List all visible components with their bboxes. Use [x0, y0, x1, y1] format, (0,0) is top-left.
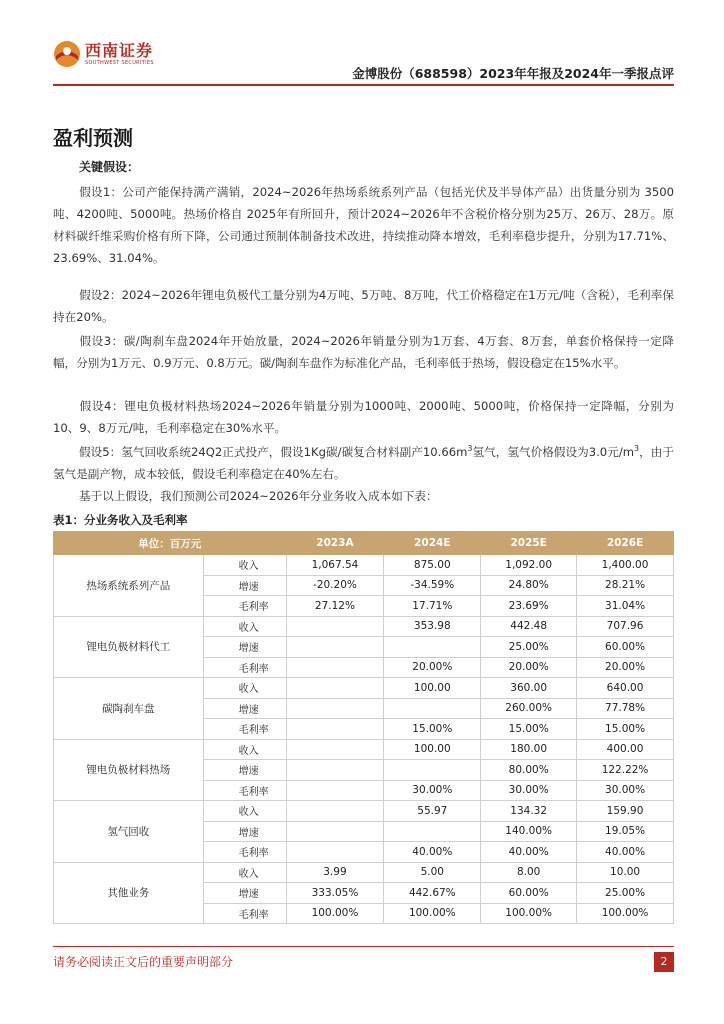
- table-cell: [286, 801, 384, 822]
- footer-divider: [53, 946, 674, 947]
- table-cell: 40.00%: [384, 842, 481, 863]
- table-cell: 25.00%: [577, 883, 674, 904]
- table-cell: 100.00%: [577, 903, 674, 924]
- table-cell: 3.99: [286, 862, 384, 883]
- table-cell: 28.21%: [577, 575, 674, 596]
- table-cell: [286, 760, 384, 781]
- segment-name: 氢气回收: [54, 801, 204, 863]
- section-title: 盈利预测: [53, 126, 133, 150]
- table-cell: [286, 616, 384, 637]
- table-cell: [286, 637, 384, 658]
- table-cell: 15.00%: [481, 719, 577, 740]
- table-cell: 30.00%: [577, 780, 674, 801]
- table-cell: 77.78%: [577, 698, 674, 719]
- table-cell: [286, 657, 384, 678]
- revenue-margin-table: [53, 531, 674, 924]
- table-cell: [286, 739, 384, 760]
- table-cell: [384, 821, 481, 842]
- metric-label: 增速: [203, 575, 286, 596]
- segment-name: 碳陶刹车盘: [54, 678, 204, 740]
- table-cell: 31.04%: [577, 596, 674, 617]
- metric-label: 增速: [203, 698, 286, 719]
- page-header: [53, 38, 674, 84]
- disclaimer-note: 请务必阅读正文后的重要声明部分: [53, 955, 234, 969]
- table-cell: 55.97: [384, 801, 481, 822]
- metric-label: 增速: [203, 637, 286, 658]
- metric-label: 增速: [203, 821, 286, 842]
- company-logo-icon: [53, 40, 81, 68]
- table-cell: 260.00%: [481, 698, 577, 719]
- table-header-row: [54, 532, 674, 555]
- table-cell: 15.00%: [384, 719, 481, 740]
- table-cell: 442.67%: [384, 883, 481, 904]
- metric-label: 毛利率: [203, 780, 286, 801]
- assumption-2-paragraph: 假设2：2024~2026年锂电负极代工量分别为4万吨、5万吨、8万吨，代工价格稳定在1万元/吨（含税），毛利率保持在20%。: [53, 288, 674, 324]
- table-cell: 20.00%: [384, 657, 481, 678]
- table-cell: 80.00%: [481, 760, 577, 781]
- table-cell: 640.00: [577, 678, 674, 699]
- table-cell: 40.00%: [481, 842, 577, 863]
- report-title: 金博股份（688598）2023年年报及2024年一季报点评: [352, 66, 674, 81]
- table-cell: [286, 719, 384, 740]
- table-cell: 100.00: [384, 739, 481, 760]
- page-number: 2: [654, 952, 674, 972]
- table-cell: 8.00: [481, 862, 577, 883]
- metric-label: 毛利率: [203, 657, 286, 678]
- table-cell: 23.69%: [481, 596, 577, 617]
- segment-name: 热场系统系列产品: [54, 555, 204, 617]
- table-cell: [384, 698, 481, 719]
- table-caption: 表1：分业务收入及毛利率: [53, 513, 188, 527]
- table-cell: 15.00%: [577, 719, 674, 740]
- logo-english-name: SOUTHWEST SECURITIES: [85, 59, 154, 66]
- metric-label: 毛利率: [203, 596, 286, 617]
- table-cell: 24.80%: [481, 575, 577, 596]
- table-cell: 333.05%: [286, 883, 384, 904]
- table-cell: 10.00: [577, 862, 674, 883]
- table-cell: 100.00: [384, 678, 481, 699]
- table-cell: 134.32: [481, 801, 577, 822]
- table-cell: 17.71%: [384, 596, 481, 617]
- metric-label: 增速: [203, 760, 286, 781]
- table-cell: 1,400.00: [577, 555, 674, 576]
- table-cell: 40.00%: [577, 842, 674, 863]
- metric-label: 毛利率: [203, 842, 286, 863]
- table-cell: 353.98: [384, 616, 481, 637]
- table-cell: 1,067.54: [286, 555, 384, 576]
- metric-label: 收入: [203, 801, 286, 822]
- table-header-year: 2023A: [286, 532, 384, 555]
- table-cell: 100.00%: [384, 903, 481, 924]
- key-assumptions-label: 关键假设：: [79, 160, 140, 174]
- metric-label: 收入: [203, 678, 286, 699]
- metric-label: 收入: [203, 862, 286, 883]
- table-cell: 875.00: [384, 555, 481, 576]
- table-header-year: 2026E: [577, 532, 674, 555]
- header-divider: [53, 84, 674, 86]
- table-row: [54, 801, 674, 822]
- table-cell: 27.12%: [286, 596, 384, 617]
- assumption-3-paragraph: 假设3：碳/陶刹车盘2024年开始放量，2024~2026年销量分别为1万套、4万套、8万套，单套价格保持一定降幅，分别为1万元、0.9万元、0.8万元。碳/陶刹车盘作为标准化产品，毛利率低于热场，假设稳定在15%水平。: [53, 334, 674, 370]
- table-cell: 30.00%: [481, 780, 577, 801]
- table-cell: 140.00%: [481, 821, 577, 842]
- table-row: [54, 739, 674, 760]
- table-cell: 180.00: [481, 739, 577, 760]
- table-cell: [286, 842, 384, 863]
- table-cell: 20.00%: [481, 657, 577, 678]
- logo-chinese-name: 西南证券: [85, 40, 154, 60]
- table-header-unit: 单位：百万元: [54, 532, 287, 555]
- table-cell: 707.96: [577, 616, 674, 637]
- table-cell: 30.00%: [384, 780, 481, 801]
- table-cell: 19.05%: [577, 821, 674, 842]
- assumption-5-paragraph: 假设5：氢气回收系统24Q2正式投产，假设1Kg碳/碳复合材料副产$10.66m^3$氢气，氢气价格假设为3.0元$/m^3$，由于氢气是副产物，成本较低，假设毛利率稳定在40%左右。: [53, 444, 674, 481]
- table-cell: -20.20%: [286, 575, 384, 596]
- metric-label: 收入: [203, 739, 286, 760]
- table-cell: 100.00%: [286, 903, 384, 924]
- table-cell: 442.48: [481, 616, 577, 637]
- table-row: [54, 555, 674, 576]
- segment-name: 其他业务: [54, 862, 204, 924]
- brand-logo: [53, 40, 154, 68]
- table-cell: 60.00%: [481, 883, 577, 904]
- table-cell: 360.00: [481, 678, 577, 699]
- table-cell: 5.00: [384, 862, 481, 883]
- table-cell: 159.90: [577, 801, 674, 822]
- table-row: [54, 616, 674, 637]
- table-cell: 25.00%: [481, 637, 577, 658]
- metric-label: 增速: [203, 883, 286, 904]
- segment-name: 锂电负极材料代工: [54, 616, 204, 678]
- table-cell: [286, 678, 384, 699]
- metric-label: 收入: [203, 616, 286, 637]
- table-cell: [286, 821, 384, 842]
- table-cell: 100.00%: [481, 903, 577, 924]
- table-cell: [286, 698, 384, 719]
- table-row: [54, 862, 674, 883]
- assumption-4-paragraph: 假设4：锂电负极材料热场2024~2026年销量分别为1000吨、2000吨、5000吨，价格保持一定降幅，分别为10、9、8万元/吨，毛利率稳定在30%水平。: [53, 399, 674, 435]
- table-header-year: 2025E: [481, 532, 577, 555]
- table-cell: 1,092.00: [481, 555, 577, 576]
- metric-label: 毛利率: [203, 903, 286, 924]
- table-cell: 122.22%: [577, 760, 674, 781]
- table-cell: 60.00%: [577, 637, 674, 658]
- table-header-year: 2024E: [384, 532, 481, 555]
- segment-name: 锂电负极材料热场: [54, 739, 204, 801]
- table-row: [54, 678, 674, 699]
- table-cell: 20.00%: [577, 657, 674, 678]
- table-cell: 400.00: [577, 739, 674, 760]
- metric-label: 收入: [203, 555, 286, 576]
- metric-label: 毛利率: [203, 719, 286, 740]
- table-cell: [384, 637, 481, 658]
- summary-paragraph: 基于以上假设，我们预测公司2024~2026年分业务收入成本如下表：: [79, 489, 438, 503]
- table-cell: [286, 780, 384, 801]
- table-cell: [384, 760, 481, 781]
- table-cell: -34.59%: [384, 575, 481, 596]
- assumption-1-paragraph: 假设1：公司产能保持满产满销，2024~2026年热场系统系列产品（包括光伏及半导体产品）出货量分别为 3500吨、4200吨、5000吨。热场价格自 2025年有所回升，预计2024~2026年不含税价格分别为25万、26万、28万。原材料碳纤维采购价格有所下降，公司通过预制体制备技术改进，持续推动降本增效，毛利率稳步提升，分别为17.71%、23.69%、31.04%。: [53, 185, 674, 265]
